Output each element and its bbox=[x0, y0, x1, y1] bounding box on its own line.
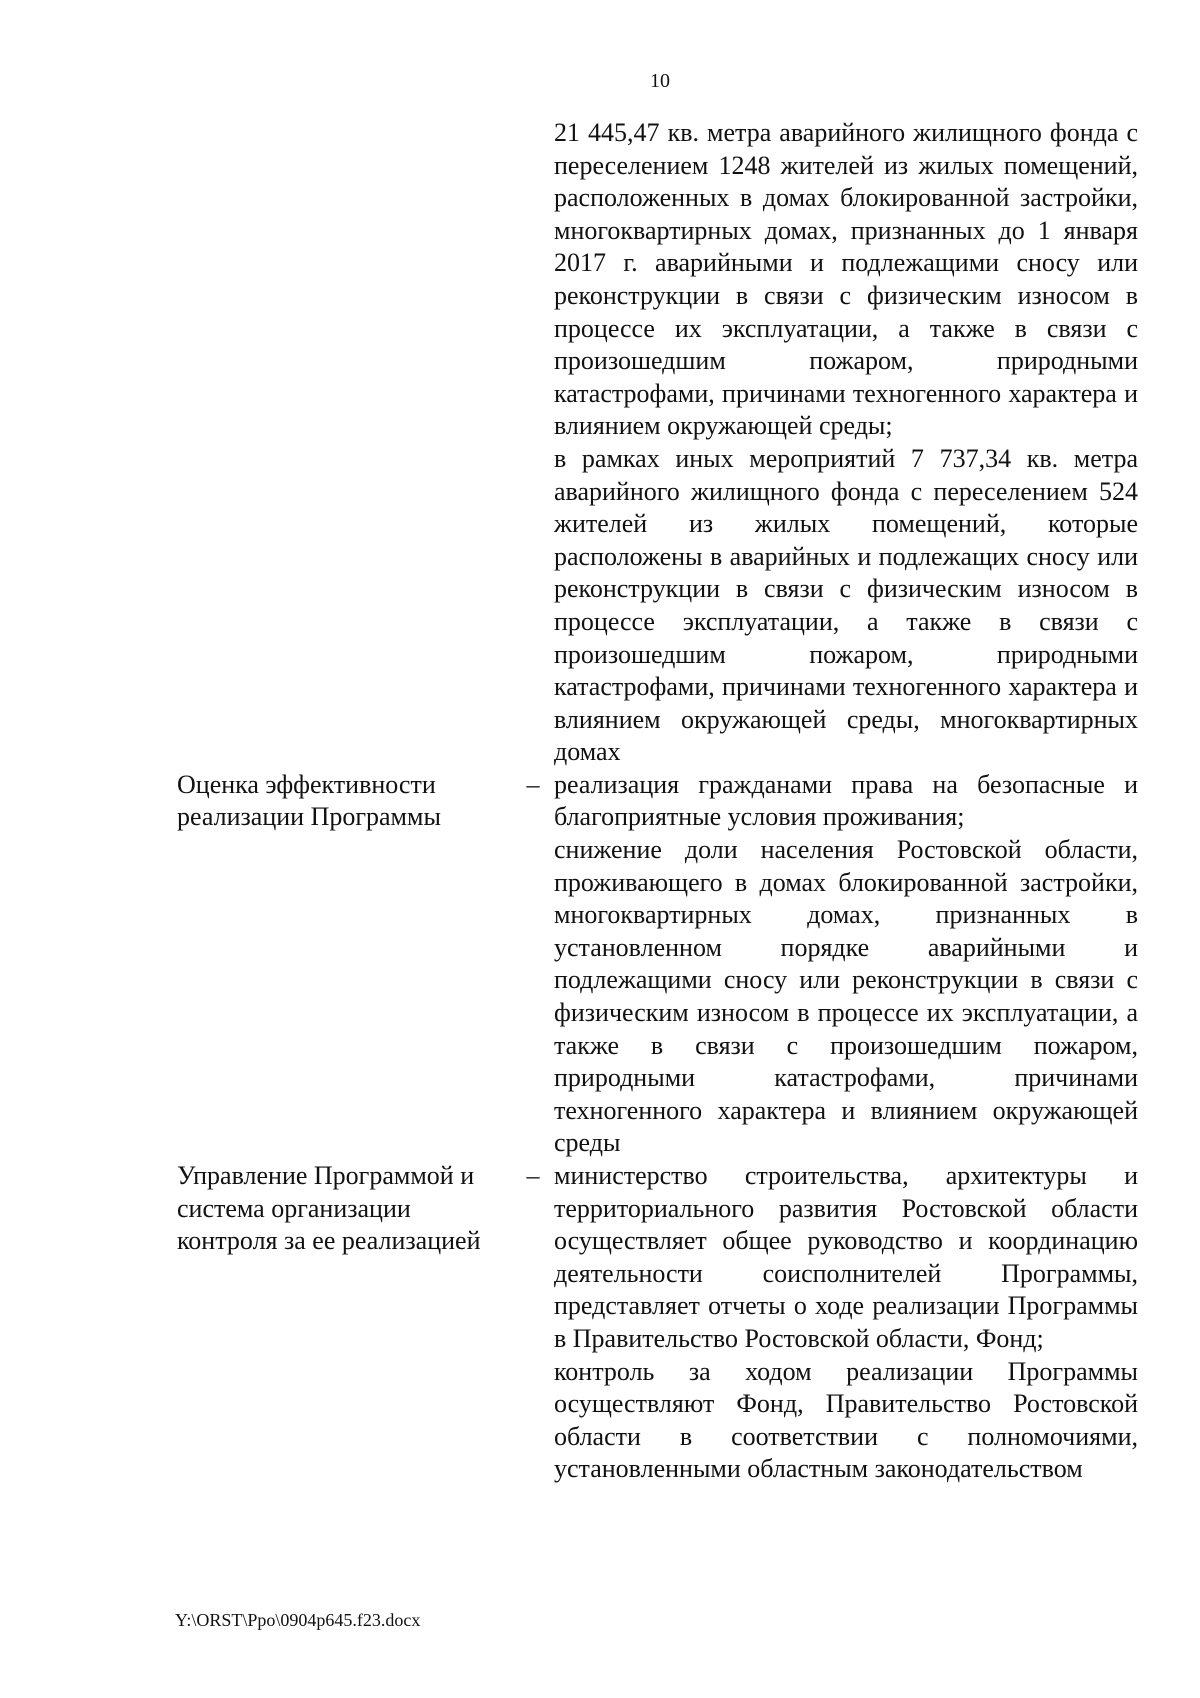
paragraph: снижение доли населения Ростовской области, проживающего в домах блокированной застройки, многоквартирных домах, признанных в установленном порядке аварийными и подлежащими сносу или реконструкции в связи с физическим износом в процессе их эксплуатации, а также в связи с произошедшим пожаром, природными катастрофами, причинами техногенного характера и влиянием окружающей среды bbox=[554, 835, 1138, 1158]
paragraph: в рамках иных мероприятий 7 737,34 кв. метра аварийного жилищного фонда с переселением 524 жителей из жилых помещений, которые расположены в аварийных и подлежащих сносу или реконструкции в связи с физическим износом в процессе эксплуатации, а также в связи с произошедшим пожаром, природными катастрофами, причинами техногенного характера и влиянием окружающей среды, многоквартирных домах bbox=[554, 443, 1138, 767]
table-row bbox=[0, 117, 1200, 769]
table-row bbox=[0, 1160, 1200, 1486]
passport-table bbox=[0, 117, 1200, 1486]
row-value bbox=[554, 1160, 1138, 1486]
row-value bbox=[554, 117, 1138, 769]
row-dash: – bbox=[526, 769, 540, 799]
paragraph: реализация гражданами права на безопасные и благоприятные условия проживания; bbox=[554, 769, 1138, 832]
paragraph: министерство строительства, архитектуры и территориального развития Ростовской области осуществляет общее руководство и координацию деятельности соисполнителей Программы, представляет отчеты о ходе реализации Программы в Правительство Ростовской области, Фонд; bbox=[554, 1161, 1138, 1353]
table-row bbox=[0, 769, 1200, 1160]
row-value bbox=[554, 769, 1138, 1160]
row-label: Оценка эффективности реализации Программы bbox=[177, 769, 441, 832]
paragraph: 21 445,47 кв. метра аварийного жилищного фонда с переселением 1248 жителей из жилых помещений, расположенных в домах блокированной застройки, многоквартирных домах, признанных до 1 января 2017 г. аварийными и подлежащими сносу или реконструкции в связи с физическим износом в процессе их эксплуатации, а также в связи с произошедшим пожаром, природными катастрофами, причинами техногенного характера и влиянием окружающей среды; bbox=[554, 118, 1138, 441]
file-path-footer: Y:\ORST\Ppo\0904p645.f23.docx bbox=[175, 1610, 421, 1630]
paragraph: контроль за ходом реализации Программы осуществляют Фонд, Правительство Ростовской области в соответствии с полномочиями, установленными областным законодательством bbox=[554, 1356, 1138, 1484]
row-label: Управление Программой и система организации контроля за ее реализацией bbox=[177, 1161, 481, 1256]
page-number: 10 bbox=[650, 70, 670, 92]
row-dash: – bbox=[526, 1161, 540, 1190]
